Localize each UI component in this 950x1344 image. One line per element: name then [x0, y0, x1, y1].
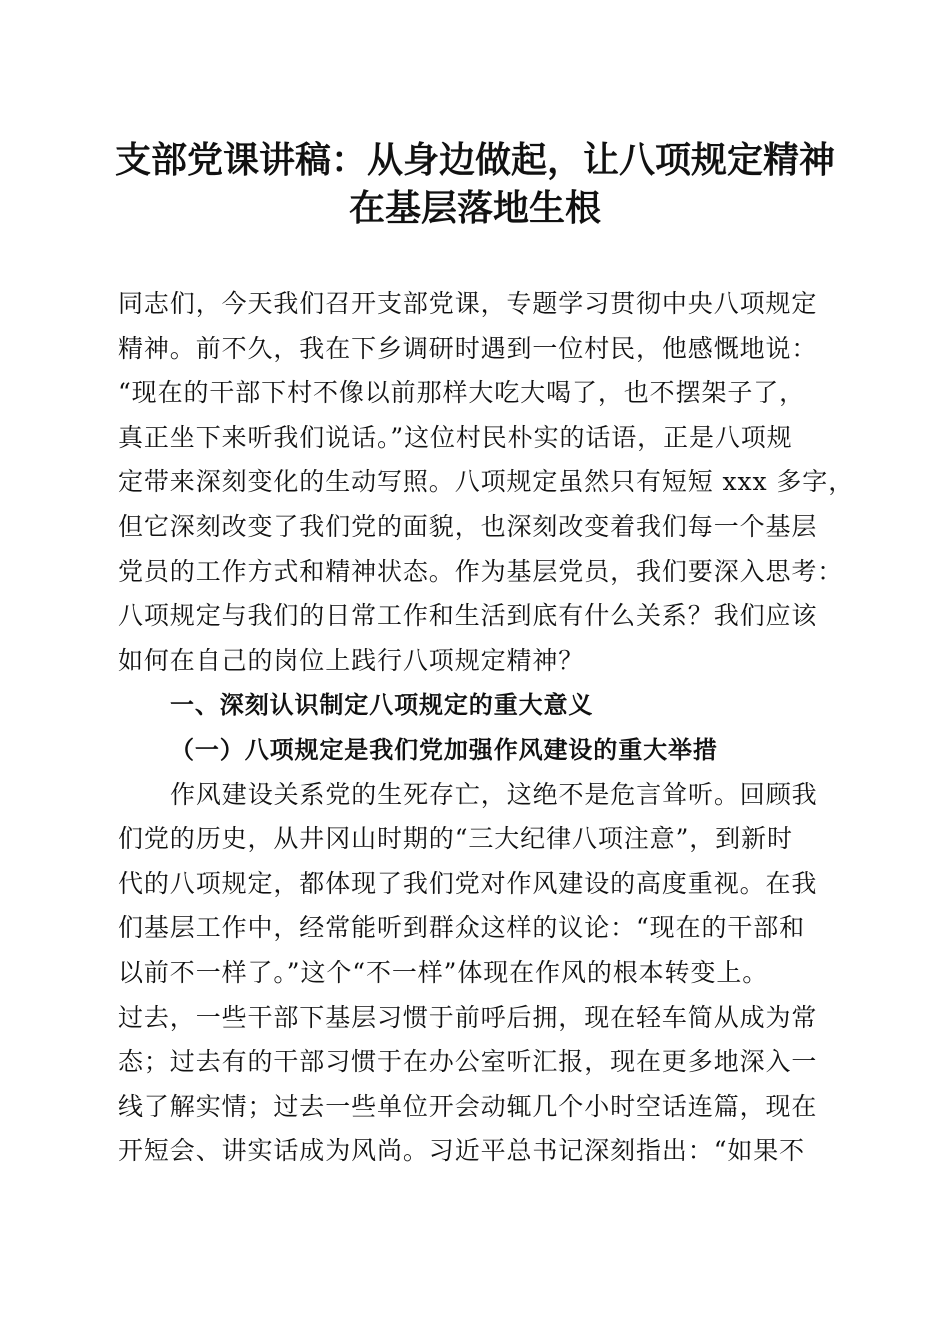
section-line: 态；过去有的干部习惯于在办公室听汇报，现在更多地深入一 — [118, 1047, 818, 1077]
intro-line: 定带来深刻变化的生动写照。八项规定虽然只有短短 xxx 多字， — [118, 467, 855, 497]
subsection-heading: （一）八项规定是我们党加强作风建设的重大举措 — [170, 734, 718, 764]
intro-line: 但它深刻改变了我们党的面貌，也深刻改变着我们每一个基层 — [118, 511, 818, 541]
section-line: 作风建设关系党的生死存亡，这绝不是危言耸听。回顾我 — [170, 779, 818, 809]
section-line: 们党的历史，从井冈山时期的“三大纪律八项注意”，到新时 — [118, 824, 793, 854]
intro-line: 八项规定与我们的日常工作和生活到底有什么关系？我们应该 — [118, 601, 818, 631]
intro-line: 精神。前不久，我在下乡调研时遇到一位村民，他感慨地说： — [118, 333, 818, 363]
intro-line: 同志们，今天我们召开支部党课，专题学习贯彻中央八项规定 — [118, 289, 818, 318]
section-line: 代的八项规定，都体现了我们党对作风建设的高度重视。在我 — [118, 868, 818, 898]
section-line: 们基层工作中，经常能听到群众这样的议论：“现在的干部和 — [118, 913, 806, 943]
intro-line: 如何在自己的岗位上践行八项规定精神？ — [118, 645, 585, 675]
section-line: 开短会、讲实话成为风尚。习近平总书记深刻指出：“如果不 — [118, 1136, 806, 1166]
section-heading: 一、深刻认识制定八项规定的重大意义 — [170, 691, 594, 720]
document-body — [118, 282, 855, 1174]
section-line: 以前不一样了。”这个“不一样”体现在作风的根本转变上。 — [118, 957, 769, 987]
intro-line: 党员的工作方式和精神状态。作为基层党员，我们要深入思考： — [118, 556, 844, 586]
intro-line: 真正坐下来听我们说话。”这位村民朴实的话语，正是八项规 — [118, 422, 793, 452]
document-title-line-2: 在基层落地生根 — [348, 187, 601, 229]
section-line: 线了解实情；过去一些单位开会动辄几个小时空话连篇，现在 — [118, 1091, 818, 1121]
document-title-line-1: 支部党课讲稿：从身边做起，让八项规定精神 — [114, 139, 835, 181]
section-line: 过去，一些干部下基层习惯于前呼后拥，现在轻车简从成为常 — [118, 1002, 818, 1032]
intro-line: “现在的干部下村不像以前那样大吃大喝了，也不摆架子了， — [118, 378, 806, 408]
